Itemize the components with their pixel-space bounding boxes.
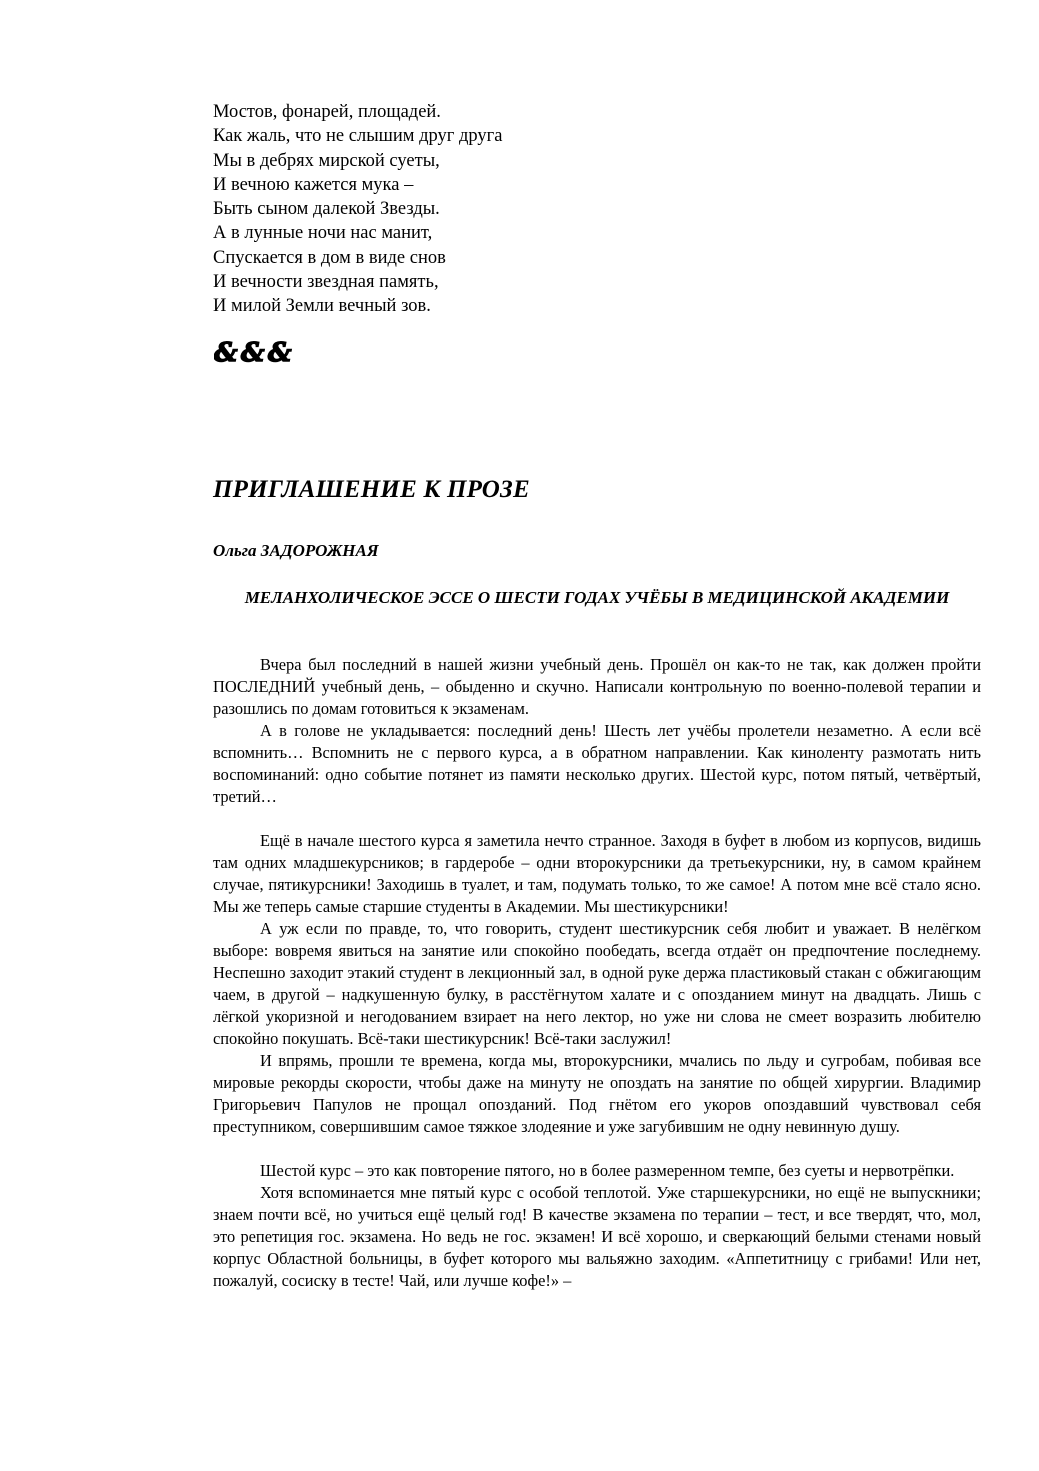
poem-line: А в лунные ночи нас манит,	[213, 223, 433, 244]
poem-line: И вечною кажется мука –	[213, 174, 414, 195]
poem-line: И вечности звездная память,	[213, 272, 439, 293]
poem-line: Быть сыном далекой Звезды.	[213, 199, 440, 220]
poem-line: Спускается в дом в виде снов	[213, 247, 446, 268]
svg-text:&: &	[214, 338, 238, 368]
poem-line: И милой Земли вечный зов.	[213, 296, 431, 317]
essay-paragraph: А в голове не укладывается: последний день! Шесть лет учёбы пролетели незаметно. А если всё вспомнить… Вспомнить не с первого курса, а в обратном направлении. Как киноленту размотать нить воспоминаний: одно событие потянет из памяти несколько других. Шестой курс, потом пятый, четвёртый, третий…	[213, 721, 981, 806]
poem-line: Мостов, фонарей, площадей.	[213, 102, 441, 122]
essay-paragraph: И впрямь, прошли те времена, когда мы, второкурсники, мчались по льду и сугробам, побивая все мировые рекорды скорости, чтобы даже на минуту не опоздать на занятие по общей хирургии. Владимир Григорьевич Папулов не прощал опозданий. Под гнётом его укоров опоздавший чувствовал себя преступником, совершившим самое тяжкое злодеяние и уже загубившим не одну невинную душу.	[213, 1051, 981, 1136]
section-title: ПРИГЛАШЕНИЕ К ПРОЗЕ	[213, 476, 530, 503]
poem-line: Мы в дебрях мирской суеты,	[213, 150, 440, 171]
svg-text:&: &	[241, 338, 265, 368]
poem-line: Как жаль, что не слышим друг друга	[213, 126, 503, 147]
essay-paragraph: Ещё в начале шестого курса я заметила нечто странное. Заходя в буфет в любом из корпусов, видишь там одних младшекурсников; в гардеробе – одни второкурсники да третьекурсники, ну, в самом крайнем случае, пятикурсники! Заходишь в туалет, и там, подумать только, то же самое! А потом мне всё стало ясно. Мы же теперь самые старшие студенты в Академии. Мы шестикурсники!	[213, 831, 981, 916]
poem-stanza	[213, 100, 713, 319]
triple-ampersand-ornament-icon	[214, 338, 304, 368]
essay-paragraph: Вчера был последний в нашей жизни учебный день. Прошёл он как-то не так, как должен пройти ПОСЛЕДНИЙ учебный день, – обыденно и скучно. Написали контрольную по военно-полевой терапии и разошлись по домам готовиться к экзаменам.	[213, 655, 981, 718]
essay-paragraph: Шестой курс – это как повторение пятого, но в более размеренном темпе, без суеты и нервотрёпки.	[260, 1161, 955, 1180]
author-name: Ольга ЗАДОРОЖНАЯ	[213, 541, 379, 560]
essay-paragraph: А уж если по правде, то, что говорить, студент шестикурсник себя любит и уважает. В нелёгком выборе: вовремя явиться на занятие или спокойно пообедать, всегда отдаёт он предпочтение последнему. Неспешно заходит этакий студент в лекционный зал, в одной руке держа пластиковый стакан с обжигающим чаем, в другой – надкушенную булку, в расстёгнутом халате и с опозданием минут на двадцать. Лишь с лёгкой укоризной и негодованием взирает на него лектор, но уже ни слова не смеет возразить любителю спокойно покушать. Всё-таки шестикурсник! Всё-таки заслужил!	[213, 919, 981, 1048]
essay-title: МЕЛАНХОЛИЧЕСКОЕ ЭССЕ О ШЕСТИ ГОДАХ УЧЁБЫ В МЕДИЦИНСКОЙ АКАДЕМИИ	[244, 588, 950, 607]
essay-body	[213, 654, 981, 1292]
svg-text:&: &	[268, 338, 292, 368]
essay-paragraph: Хотя вспоминается мне пятый курс с особой теплотой. Уже старшекурсники, но ещё не выпускники; знаем почти всё, но учиться ещё целый год! В качестве экзамена по терапии – тест, и все твердят, что, мол, это репетиция гос. экзамена. Но ведь не гос. экзамен! И всё хорошо, и сверкающий белыми стенами новый корпус Областной больницы, в буфет которого мы вальяжно заходим. «Аппетитницу с грибами! Или нет, пожалуй, сосиску в тесте! Чай, или лучше кофе!» –	[213, 1183, 981, 1290]
